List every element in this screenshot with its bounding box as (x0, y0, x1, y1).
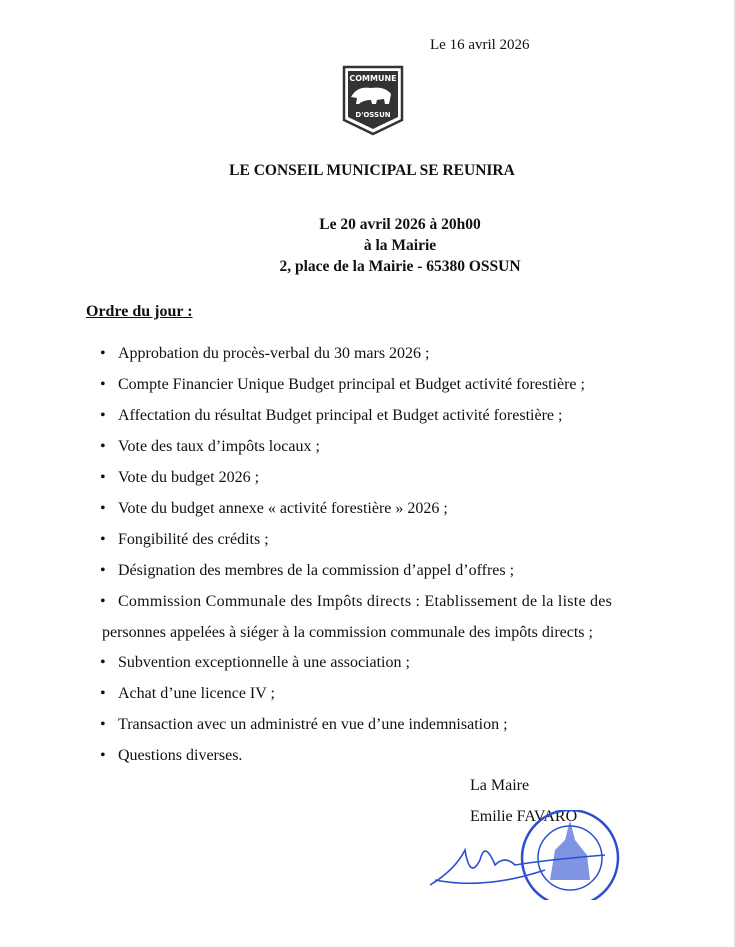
agenda-item-text: Approbation du procès-verbal du 30 mars 2026 ; (118, 345, 430, 362)
agenda-item-text: Compte Financier Unique Budget principal et Budget activité forestière ; (118, 376, 585, 393)
agenda-item-text: Achat d’une licence IV ; (118, 685, 275, 702)
agenda-item-text: Transaction avec un administré en vue d’une indemnisation ; (118, 716, 508, 733)
agenda-item (100, 562, 514, 580)
agenda-item-text: Questions diverses. (118, 747, 243, 764)
bullet-icon: • (100, 438, 106, 455)
meeting-place: à la Mairie (363, 237, 437, 254)
bullet-icon: • (100, 716, 106, 733)
bullet-icon: • (100, 407, 106, 424)
agenda-item-text: Commission Communale des Impôts directs : Etablissement de la liste des (118, 593, 613, 610)
meeting-address: 2, place de la Mairie - 65380 OSSUN (279, 258, 521, 275)
agenda-item-text: Affectation du résultat Budget principal et Budget activité forestière ; (118, 407, 563, 424)
bullet-icon: • (100, 531, 106, 548)
agenda-item-continuation: personnes appelées à siéger à la commission communale des impôts directs ; (102, 624, 593, 641)
agenda-item (100, 716, 508, 734)
document-title: LE CONSEIL MUNICIPAL SE REUNIRA (229, 162, 515, 179)
agenda-item (100, 500, 448, 518)
signature-stamp (425, 810, 630, 900)
agenda-item (100, 376, 585, 394)
bullet-icon: • (100, 469, 106, 486)
agenda-item-text: Vote du budget 2026 ; (118, 469, 260, 486)
agenda-item (100, 345, 429, 363)
bullet-icon: • (100, 747, 106, 764)
agenda-item-text: Fongibilité des crédits ; (118, 531, 269, 548)
agenda-item-text: Désignation des membres de la commission d’appel d’offres ; (118, 562, 515, 579)
agenda-item-text: Vote des taux d’impôts locaux ; (118, 438, 320, 455)
agenda-item (100, 747, 242, 765)
agenda-item-text: Vote du budget annexe « activité forestière » 2026 ; (118, 500, 448, 517)
logo-top-text: COMMUNE (349, 74, 397, 83)
bullet-icon: • (100, 562, 106, 579)
agenda-item-text: Subvention exceptionnelle à une association ; (118, 654, 410, 671)
signatory-role: La Maire (470, 777, 530, 794)
commune-logo (341, 64, 405, 136)
document-date: Le 16 avril 2026 (430, 37, 530, 53)
bullet-icon: • (100, 376, 106, 393)
agenda-item (100, 438, 320, 456)
meeting-date: Le 20 avril 2026 à 20h00 (319, 216, 481, 233)
bullet-icon: • (100, 500, 106, 517)
agenda-item (100, 469, 259, 487)
agenda-item (100, 654, 410, 672)
agenda-item (100, 407, 562, 425)
bullet-icon: • (100, 685, 106, 702)
bullet-icon: • (100, 654, 106, 671)
bullet-icon: • (100, 345, 106, 362)
logo-bottom-text: D'OSSUN (355, 111, 391, 119)
signatory-name: Emilie FAVARO (470, 808, 578, 825)
agenda-item (100, 531, 269, 549)
agenda-item (100, 593, 612, 611)
agenda-item (100, 685, 275, 703)
agenda-heading: Ordre du jour : (86, 303, 193, 320)
bullet-icon: • (100, 593, 106, 610)
